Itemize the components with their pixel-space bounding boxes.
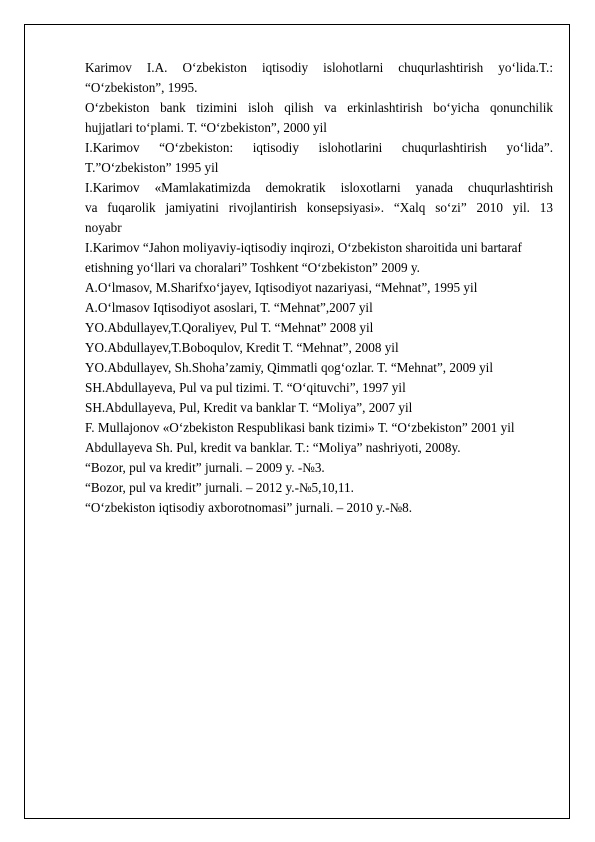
reference-entry [85,498,553,518]
reference-entry [85,358,553,378]
reference-line: “O‘zbekiston”, 1995. [85,80,198,95]
reference-entry [85,398,553,418]
reference-entry [85,138,553,178]
reference-line: YO.Abdullayev, Sh.Shoha’zamiy, Qimmatli qog‘ozlar. T. “Mehnat”, 2009 yil [85,360,493,375]
reference-list [85,58,553,518]
reference-line: YO.Abdullayev,T.Qoraliyev, Pul T. “Mehnat” 2008 yil [85,320,374,335]
reference-entry [85,238,553,278]
reference-line: “Bozor, pul va kredit” jurnali. – 2009 y. -№3. [85,460,325,475]
reference-entry [85,298,553,318]
reference-entry [85,478,553,498]
reference-line: va fuqarolik jamiyatini rivojlantirish konsepsiyasi». “Xalq so‘zi” 2010 yil. 13 [85,200,553,215]
reference-line: T.”O‘zbekiston” 1995 yil [85,160,219,175]
reference-line: I.Karimov «Mamlakatimizda demokratik isloxotlarni yanada chuqurlashtirish [85,180,553,195]
reference-entry [85,58,553,98]
reference-line: YO.Abdullayev,T.Boboqulov, Kredit T. “Mehnat”, 2008 yil [85,340,399,355]
reference-entry [85,338,553,358]
reference-line: A.O‘lmasov, M.Sharifxo‘jayev, Iqtisodiyot nazariyasi, “Mehnat”, 1995 yil [85,280,478,295]
reference-line: noyabr [85,220,122,235]
reference-entry [85,378,553,398]
reference-line: O‘zbekiston bank tizimini isloh qilish va erkinlashtirish bo‘yicha qonunchilik [85,100,553,115]
reference-line: “Bozor, pul va kredit” jurnali. – 2012 y.-№5,10,11. [85,480,354,495]
reference-line: “O‘zbekiston iqtisodiy axborotnomasi” jurnali. – 2010 y.-№8. [85,500,413,515]
reference-entry [85,458,553,478]
reference-line: F. Mullajonov «O‘zbekiston Respublikasi bank tizimi» T. “O‘zbekiston” 2001 yil [85,420,515,435]
reference-line: etishning yo‘llari va choralari” Toshkent “O‘zbekiston” 2009 y. [85,260,420,275]
reference-line: A.O‘lmasov Iqtisodiyot asoslari, T. “Mehnat”,2007 yil [85,300,373,315]
reference-entry [85,418,553,438]
reference-line: I.Karimov “O‘zbekiston: iqtisodiy islohotlarini chuqurlashtirish yo‘lida”. [85,140,553,155]
reference-line: SH.Abdullayeva, Pul, Kredit va banklar T. “Moliya”, 2007 yil [85,400,413,415]
reference-line: hujjatlari to‘plami. T. “O‘zbekiston”, 2000 yil [85,120,327,135]
reference-entry [85,178,553,238]
reference-line: Karimov I.A. O‘zbekiston iqtisodiy islohotlarni chuqurlashtirish yo‘lida.T.: [85,60,553,75]
reference-entry [85,278,553,298]
reference-line: SH.Abdullayeva, Pul va pul tizimi. T. “O‘qituvchi”, 1997 yil [85,380,406,395]
reference-entry [85,318,553,338]
reference-entry [85,438,553,458]
reference-entry [85,98,553,138]
reference-line: I.Karimov “Jahon moliyaviy-iqtisodiy inqirozi, O‘zbekiston sharoitida uni bartaraf [85,240,522,255]
reference-line: Abdullayeva Sh. Pul, kredit va banklar. T.: “Moliya” nashriyoti, 2008y. [85,440,461,455]
